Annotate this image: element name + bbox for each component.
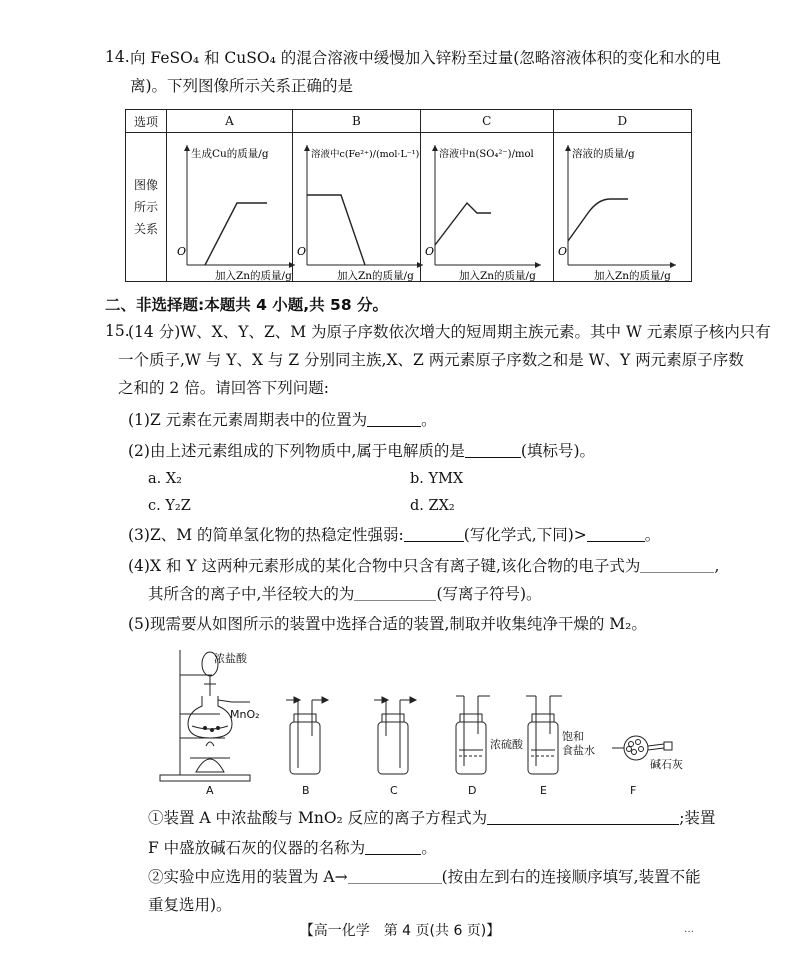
graph-c-origin: O bbox=[424, 245, 434, 258]
graph-c-ylabel: 溶液中n(SO₄²⁻)/mol bbox=[438, 149, 534, 160]
graph-b-ylabel: 溶液中c(Fe²⁺)/(mol·L⁻¹) bbox=[310, 149, 420, 160]
graph-b bbox=[292, 133, 420, 282]
letter-d: D bbox=[468, 784, 477, 797]
answer-blank-4b[interactable] bbox=[354, 584, 436, 601]
label-mno2: MnO₂ bbox=[230, 708, 260, 721]
graph-b-xlabel: 加入Zn的质量/g bbox=[336, 270, 414, 281]
answer-blank-3a[interactable] bbox=[404, 525, 464, 542]
apparatus-figure bbox=[150, 640, 690, 800]
footer-mark: … bbox=[684, 924, 694, 935]
q15-part4-line2: 其所含的离子中,半径较大的为 (写离子符号)。 bbox=[148, 585, 542, 603]
letter-a: A bbox=[206, 784, 214, 797]
q15-sub2-line2: 重复选用)。 bbox=[148, 896, 232, 914]
apparatus-c bbox=[374, 697, 416, 774]
graph-a-origin: O bbox=[177, 245, 187, 258]
choice-c: c. Y₂Z bbox=[148, 498, 191, 514]
graph-b-origin: O bbox=[296, 245, 306, 258]
q15-part1: (1)Z 元素在元素周期表中的位置为 。 bbox=[128, 411, 437, 429]
graph-c-xlabel: 加入Zn的质量/g bbox=[458, 270, 536, 281]
q15-part2: (2)由上述元素组成的下列物质中,属于电解质的是 (填标号)。 bbox=[128, 442, 595, 460]
choice-a: a. X₂ bbox=[148, 471, 182, 487]
q15-text-line1: (14 分)W、X、Y、Z、M 为原子序数依次增大的短周期主族元素。其中 W 元素原子核内只有 bbox=[128, 323, 771, 341]
graph-a bbox=[167, 133, 293, 282]
q15-sub2-line1: ②实验中应选用的装置为 A→ (按由左到右的连接顺序填写,装置不能 bbox=[148, 868, 701, 886]
choice-b: b. YMX bbox=[410, 471, 464, 487]
option-letter-c: C bbox=[420, 110, 553, 133]
choice-d: d. ZX₂ bbox=[410, 498, 455, 514]
table-row-label: 图像 所示 关系 bbox=[126, 133, 167, 282]
q15-sub1-line2: F 中盛放碱石灰的仪器的名称为 。 bbox=[148, 839, 437, 857]
graph-d-origin: O bbox=[557, 245, 567, 258]
graph-c bbox=[420, 133, 553, 282]
q15-text-line3: 之和的 2 倍。请回答下列问题: bbox=[118, 379, 329, 397]
option-letter-a: A bbox=[167, 110, 293, 133]
graph-d-xlabel: 加入Zn的质量/g bbox=[593, 270, 671, 281]
q15-number: 15. bbox=[105, 322, 130, 340]
apparatus-d bbox=[456, 696, 490, 774]
q15-part4-line1: (4)X 和 Y 这两种元素形成的某化合物中只含有离子键,该化合物的电子式为 , bbox=[128, 557, 720, 575]
label-brine-2: 食盐水 bbox=[562, 744, 595, 757]
letter-b: B bbox=[302, 784, 310, 797]
graph-a-ylabel: 生成Cu的质量/g bbox=[191, 148, 269, 160]
apparatus-b bbox=[286, 697, 328, 774]
graph-a-xlabel: 加入Zn的质量/g bbox=[215, 270, 292, 281]
q14-text-line2: 离)。下列图像所示关系正确的是 bbox=[130, 77, 354, 95]
graph-d-ylabel: 溶液的质量/g bbox=[571, 148, 635, 160]
page-footer: 【高一化学 第 4 页(共 6 页)】 bbox=[299, 923, 501, 939]
q15-sub1-line1: ①装置 A 中浓盐酸与 MnO₂ 反应的离子方程式为 ;装置 bbox=[148, 809, 716, 827]
section2-title: 二、非选择题:本题共 4 小题,共 58 分。 bbox=[105, 296, 389, 314]
table-header-label: 选项 bbox=[126, 110, 167, 133]
label-h2so4: 浓硫酸 bbox=[490, 738, 523, 751]
apparatus-f bbox=[612, 736, 672, 760]
option-letter-d: D bbox=[553, 110, 691, 133]
label-hcl: 浓盐酸 bbox=[214, 652, 247, 665]
answer-blank-2[interactable] bbox=[465, 441, 521, 458]
label-lime: 碱石灰 bbox=[650, 758, 683, 771]
graph-d bbox=[553, 133, 691, 282]
answer-blank-5a[interactable] bbox=[487, 808, 679, 825]
q15-text-line2: 一个质子,W 与 Y、X 与 Z 分别同主族,X、Z 两元素原子序数之和是 W、Y 两元素原子序数 bbox=[118, 351, 744, 369]
option-letter-b: B bbox=[292, 110, 420, 133]
answer-blank-5b[interactable] bbox=[365, 838, 421, 855]
answer-blank-3b[interactable] bbox=[587, 525, 645, 542]
apparatus-e bbox=[526, 696, 562, 774]
answer-blank-1[interactable] bbox=[367, 410, 421, 427]
label-brine-1: 饱和 bbox=[562, 730, 584, 743]
q14-text-line1: 向 FeSO₄ 和 CuSO₄ 的混合溶液中缓慢加入锌粉至过量(忽略溶液体积的变化和水的电 bbox=[130, 49, 721, 67]
answer-blank-4a[interactable] bbox=[640, 556, 714, 573]
q14-number: 14. bbox=[105, 48, 130, 66]
letter-f: F bbox=[630, 784, 637, 797]
letter-c: C bbox=[390, 784, 398, 797]
q15-part5: (5)现需要从如图所示的装置中选择合适的装置,制取并收集纯净干燥的 M₂。 bbox=[128, 615, 647, 633]
answer-blank-5c[interactable] bbox=[348, 867, 442, 884]
letter-e: E bbox=[540, 784, 547, 797]
q15-part3: (3)Z、M 的简单氢化物的热稳定性强弱: (写化学式,下同)> 。 bbox=[128, 526, 661, 544]
q14-options-table bbox=[125, 109, 692, 282]
